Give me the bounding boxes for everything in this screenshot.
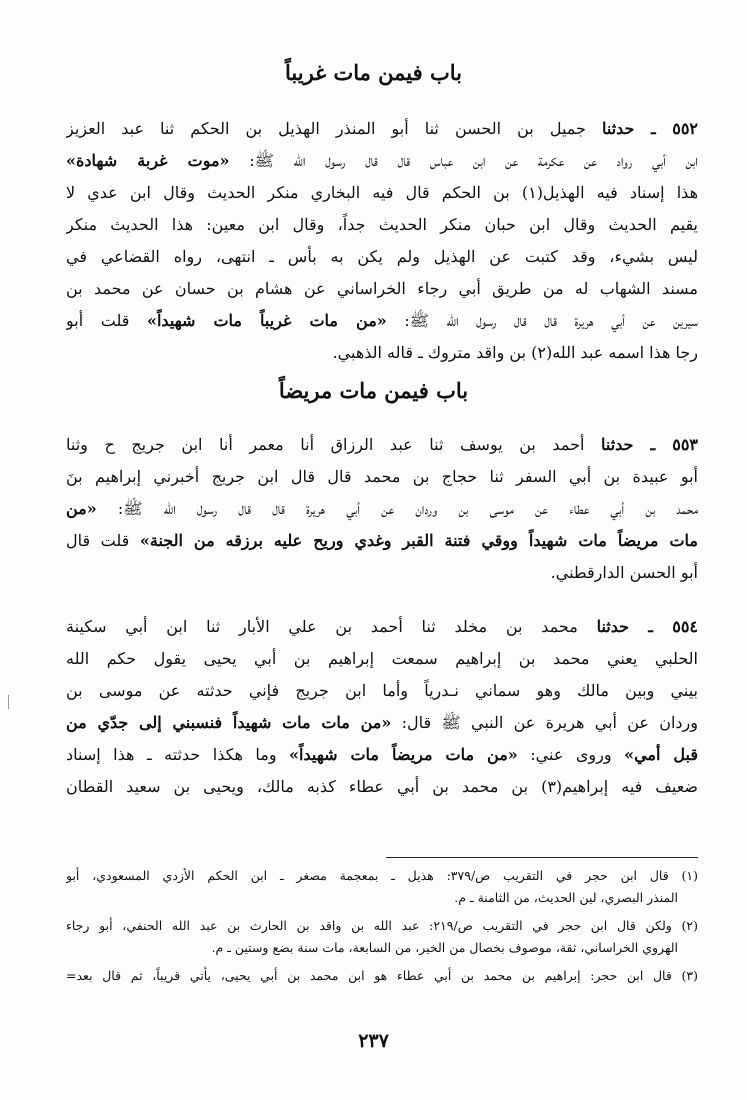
page-number: ٢٣٧: [358, 1030, 389, 1052]
text-line: الحلبي يعني محمد بن إبراهيم سمعت إبراهيم بن أبي يحيى يقول حكم الله: [66, 649, 698, 668]
text-line: أبو عبيدة بن أبي السفر ثنا حجاج بن محمد قال قال ابن جريج أخبرني إبراهيم بنَ: [66, 467, 698, 486]
text-line: محمد بن أبي عطاء عن موسى بن وردان عن أبي هريرة قال قال رسول الله ﷺ: «من: [66, 499, 698, 518]
text-line: ٥٥٣ ـ حدثنا أحمد بن يوسف ثنا عبد الرزاق أنا معمر أنا ابن جريج ح وثنا: [66, 435, 698, 454]
text-line: ليس بشيء، وقد كتبت عن الهذيل ولم يكن به بأس ـ انتهى، رواه القضاعي في: [66, 247, 698, 266]
text-line: ابن أبي رواد عن عكرمة عن ابن عباس قال قال رسول الله ﷺ: «موت غربة شهادة»: [66, 151, 698, 170]
text-line: ٥٥٢ ـ حدثنا جميل بن الحسن ثنا أبو المنذر الهذيل بن الحكم ثنا عبد العزيز: [66, 119, 698, 138]
chapter-heading-died-stranger: باب فيمن مات غريباً: [284, 60, 462, 85]
text-line: قبل أمي» وروى عني: «من مات مريضاً مات شهيداً» وما هكذا حدثته ـ هذا إسناد: [66, 745, 698, 764]
chapter-heading-died-sick: باب فيمن مات مريضاً: [278, 378, 469, 403]
text-line: ضعيف فيه إبراهيم(٣) بن محمد بن أبي عطاء كذبه مالك، ويحيى بن سعيد القطان: [66, 777, 698, 796]
text-line: رجا هذا اسمه عبد الله(٢) بن واقد متروك ـ قاله الذهبي.: [332, 343, 698, 362]
margin-mark: [8, 695, 9, 709]
text-line: مات مريضاً مات شهيداً ووقي فتنة القبر وغدي وريح عليه برزقه من الجنة» قلت قال: [66, 531, 698, 550]
text-line: هذا إسناد فيه الهذيل(١) بن الحكم قال فيه البخاري منكر الحديث وقال ابن عدي لا: [66, 183, 698, 202]
footnote-3: (٣) قال ابن حجر: إبراهيم بن محمد بن أبي عطاء هو ابن محمد بن أبي يحيى، يأتي قريباً، ثم قال بعد=: [66, 968, 698, 983]
footnote-1: (١) قال ابن حجر في التقريب ص/٣٧٩: هذيل ـ بمعجمة مصغر ـ ابن الحكم الأزدي المسعودي، أبو: [66, 868, 698, 883]
footnote-2-continued: الهروي الخراساني، ثقة، موصوف بخصال من الخير، من السابعة، مات سنة بضع وستين ـ م.: [211, 940, 678, 955]
text-line: وردان عن أبي هريرة عن النبي ﷺ قال: «من مات مات شهيداً فنسبني إلى جدّي من: [66, 713, 698, 732]
footnote-separator: [386, 857, 698, 858]
text-line: بيني وبين مالك وهو سماني نـدرياً وأما ابن جريج فإني حدثته عن موسى بن: [66, 681, 698, 700]
text-line: يقيم الحديث وقال ابن حبان منكر الحديث جداً، وقال ابن معين: هذا الحديث منكر: [66, 215, 698, 234]
text-line: مسند الشهاب له من طريق أبي رجاء الخراساني عن هشام بن حسان عن محمد بن: [66, 279, 698, 298]
footnote-1-continued: المنذر البصري، لين الحديث، من الثامنة ـ م.: [454, 890, 678, 905]
text-line: سيرين عن أبي هريرة قال قال رسول الله ﷺ: «من مات غريباً مات شهيداً» قلت أبو: [66, 311, 698, 330]
footnote-2: (٢) ولكن قال ابن حجر في التقريب ص/٢١٩: عبد الله بن واقد بن الحارث بن عبد الله الحنفي، أبو رجاء: [66, 918, 698, 933]
text-line: ٥٥٤ ـ حدثنا محمد بن مخلد ثنا أحمد بن علي الأبار ثنا ابن أبي سكينة: [66, 617, 698, 636]
text-line: أبو الحسن الدارقطني.: [550, 563, 698, 582]
